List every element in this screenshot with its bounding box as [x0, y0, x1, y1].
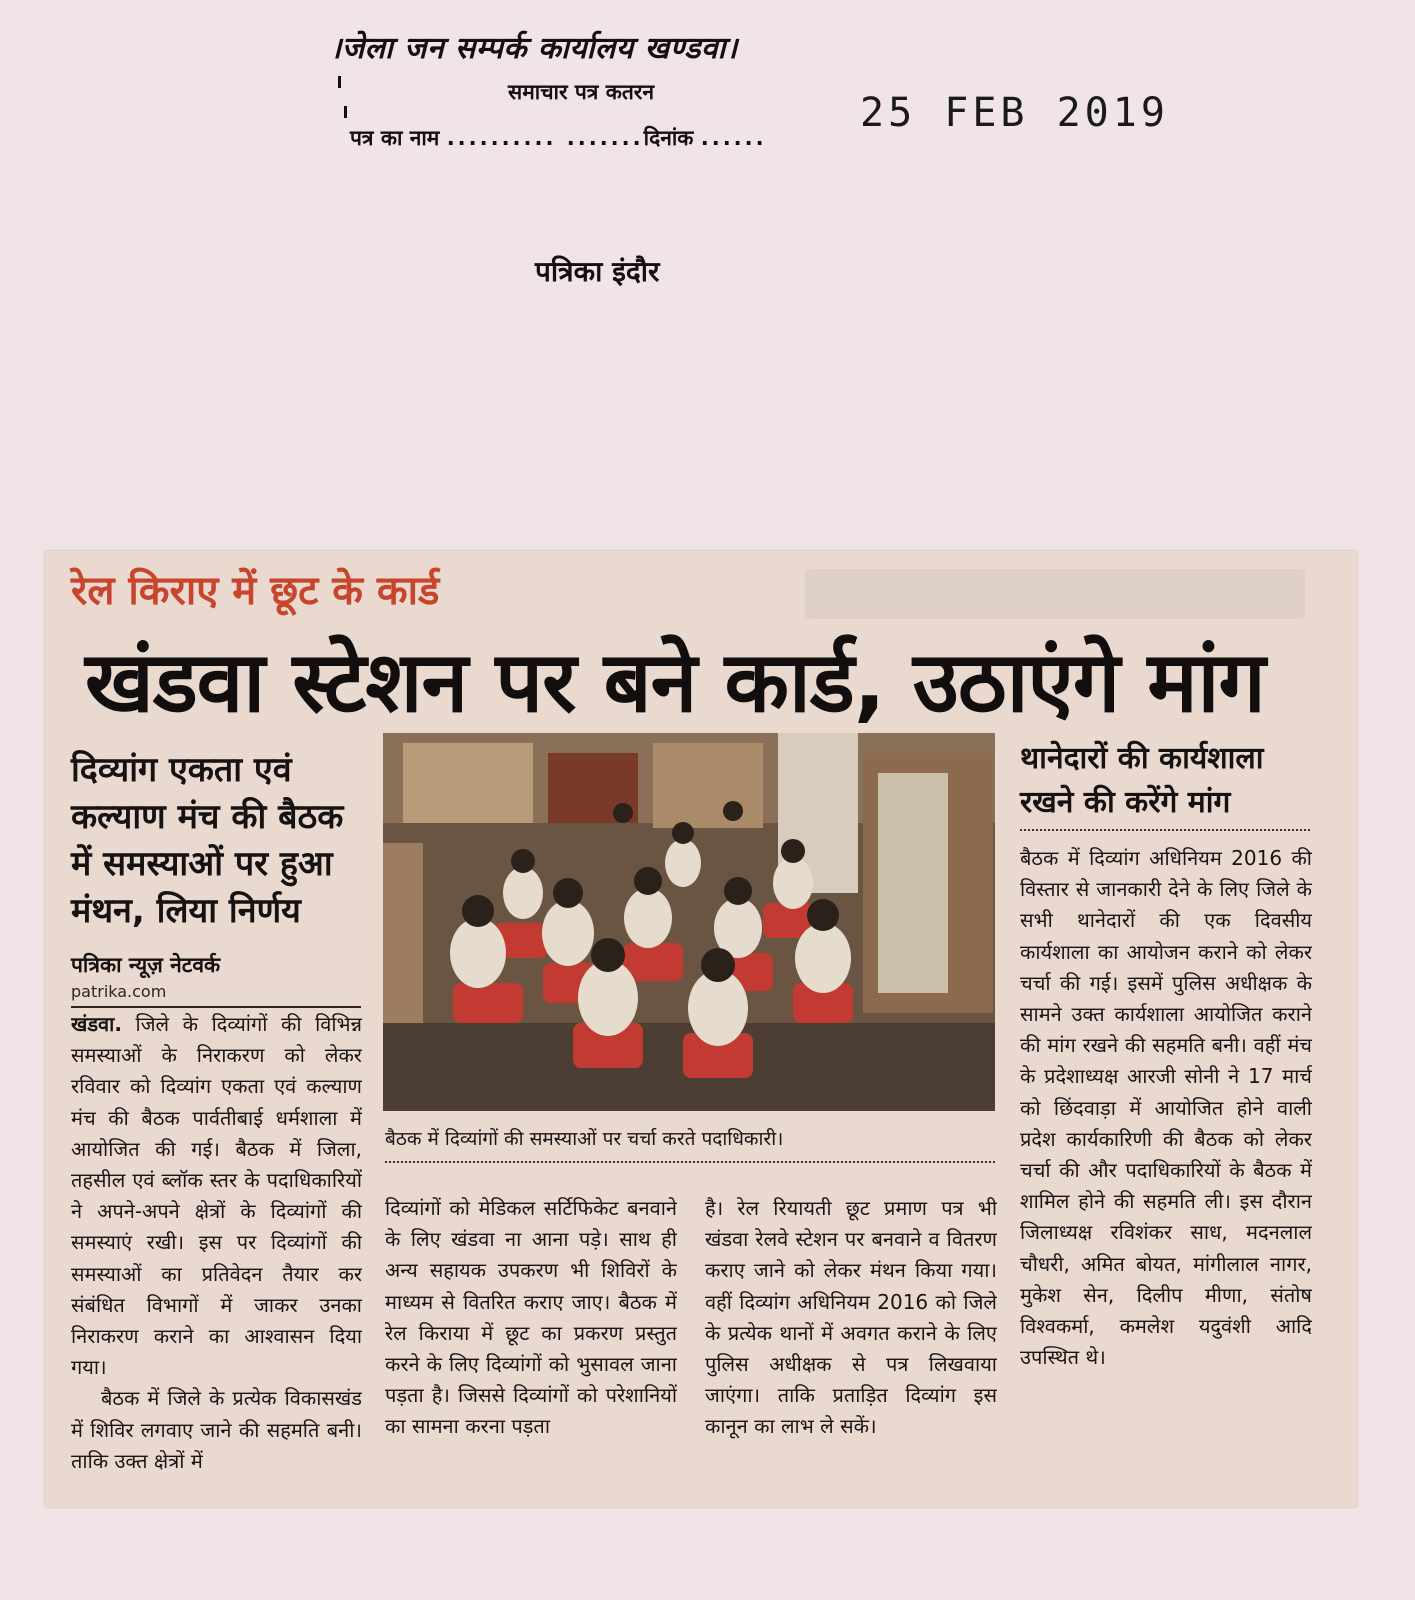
article-column-4: [1020, 843, 1312, 1503]
newspaper-name: पत्रिका इंदौर: [535, 255, 660, 288]
divider: [385, 1161, 995, 1163]
article-column-1: [71, 1009, 362, 1499]
paragraph: है। रेल रियायती छूट प्रमाण पत्र भी खंडवा रेलवे स्टेशन पर बनवाने व वितरण कराए जाने को लेकर मंथन किया गया। वहीं दिव्यांग अधिनियम 2016 को जिले के प्रत्येक थानों में अवगत कराने के लिए पुलिस अधीक्षक से पत्र लिखवाया जाएंगा। ताकि प्रताड़ित दिव्यांग इस कानून का लाभ ले सकें।: [705, 1196, 997, 1439]
newspaper-name-label: पत्र का नाम: [350, 126, 440, 150]
paragraph: जिले के दिव्यांगों की विभिन्न समस्याओं के निराकरण को लेकर रविवार को दिव्यांग एकता एवं कल्याण मंच की बैठक पार्वतीबाई धर्मशाला में आयोजित की गई। बैठक में जिला, तहसील एवं ब्लॉक स्तर के पदाधिकारियों ने अपने-अपने क्षेत्रों के दिव्यांगों की समस्याएं रखी। इस पर दिव्यांगों की समस्याओं का प्रतिवेदन तैयार कर संबंधित विभागों में जाकर उनका निराकरण कराने का आश्वासन दिया गया।: [71, 1012, 362, 1380]
stamp-mark: [338, 76, 341, 88]
photo-caption: बैठक में दिव्यांगों की समस्याओं पर चर्चा करते पदाधिकारी।: [385, 1128, 784, 1150]
stamp-subtitle: समाचार पत्र कतरन: [508, 80, 655, 104]
paragraph: बैठक में जिले के प्रत्येक विकासखंड में शिविर लगवाए जाने की सहमति बनी। ताकि उक्त क्षेत्रों में: [71, 1386, 362, 1473]
article-kicker: रेल किराए में छूट के कार्ड: [71, 568, 440, 614]
article-website: patrika.com: [71, 982, 167, 1001]
article-column-3: [705, 1193, 997, 1503]
article-subhead: दिव्यांग एकता एवं कल्याण मंच की बैठक में समस्याओं पर हुआ मंथन, लिया निर्णय: [71, 750, 344, 931]
newspaper-name-blank: .......... .......: [446, 126, 644, 150]
stamp-fields: [350, 124, 767, 152]
office-title: ।जेला जन सम्पर्क कार्यालय खण्डवा।: [330, 31, 738, 66]
meeting-photo-illustration: [383, 733, 995, 1111]
stamp-mark: [344, 106, 347, 118]
paragraph: बैठक में दिव्यांग अधिनियम 2016 की विस्तार से जानकारी देने के लिए जिले के सभी थानेदारों की एक दिवसीय कार्यशाला का आयोजन कराने को लेकर चर्चा की गई। इसमें पुलिस अधीक्षक के सामने उक्त कार्यशाला आयोजित कराने की मांग रखने की सहमति बनी। वहीं मंच के प्रदेशाध्यक्ष आरजी सोनी ने 17 मार्च को छिंदवाड़ा में आयोजित होने वाली प्रदेश कार्यकारिणी की बैठक को लेकर चर्चा की और पदाधिकारियों के बैठक में शामिल होने की सहमति ली। इस दौरान जिलाध्यक्ष रविशंकर साध, मदनलाल चौधरी, अमित बोयत, मांगीलाल नागर, मुकेश सेन, दिलीप मीणा, संतोष विश्वकर्मा, कमलेश यदुवंशी आदि उपस्थित थे।: [1020, 846, 1312, 1370]
article-column-2: [385, 1193, 677, 1503]
divider: [71, 1006, 361, 1008]
dateline: खंडवा.: [71, 1012, 122, 1036]
sidebar-headline: थानेदारों की कार्यशाला रखने की करेंगे मांग: [1020, 741, 1264, 820]
bleed-through-shadow: [805, 569, 1305, 619]
article-headline: खंडवा स्टेशन पर बने कार्ड, उठाएंगे मांग: [85, 633, 1265, 731]
meeting-photo: [383, 733, 995, 1111]
date-stamp: 25 FEB 2019: [860, 90, 1169, 136]
date-label: दिनांक: [643, 126, 694, 150]
article-byline: पत्रिका न्यूज़ नेटवर्क: [71, 953, 221, 977]
divider: [1020, 829, 1310, 831]
paragraph: दिव्यांगों को मेडिकल सर्टिफिकेट बनवाने के लिए खंडवा ना आना पड़े। साथ ही अन्य सहायक उपकरण भी शिविरों के माध्यम से वितरित कराए जाए। बैठक में रेल किराया में छूट का प्रकरण प्रस्तुत करने के लिए दिव्यांगों को भुसावल जाना पड़ता है। जिससे दिव्यांगों को परेशानियों का सामना करना पड़ता: [385, 1196, 677, 1439]
newspaper-clipping: [45, 551, 1357, 1507]
date-blank: ......: [700, 126, 767, 150]
